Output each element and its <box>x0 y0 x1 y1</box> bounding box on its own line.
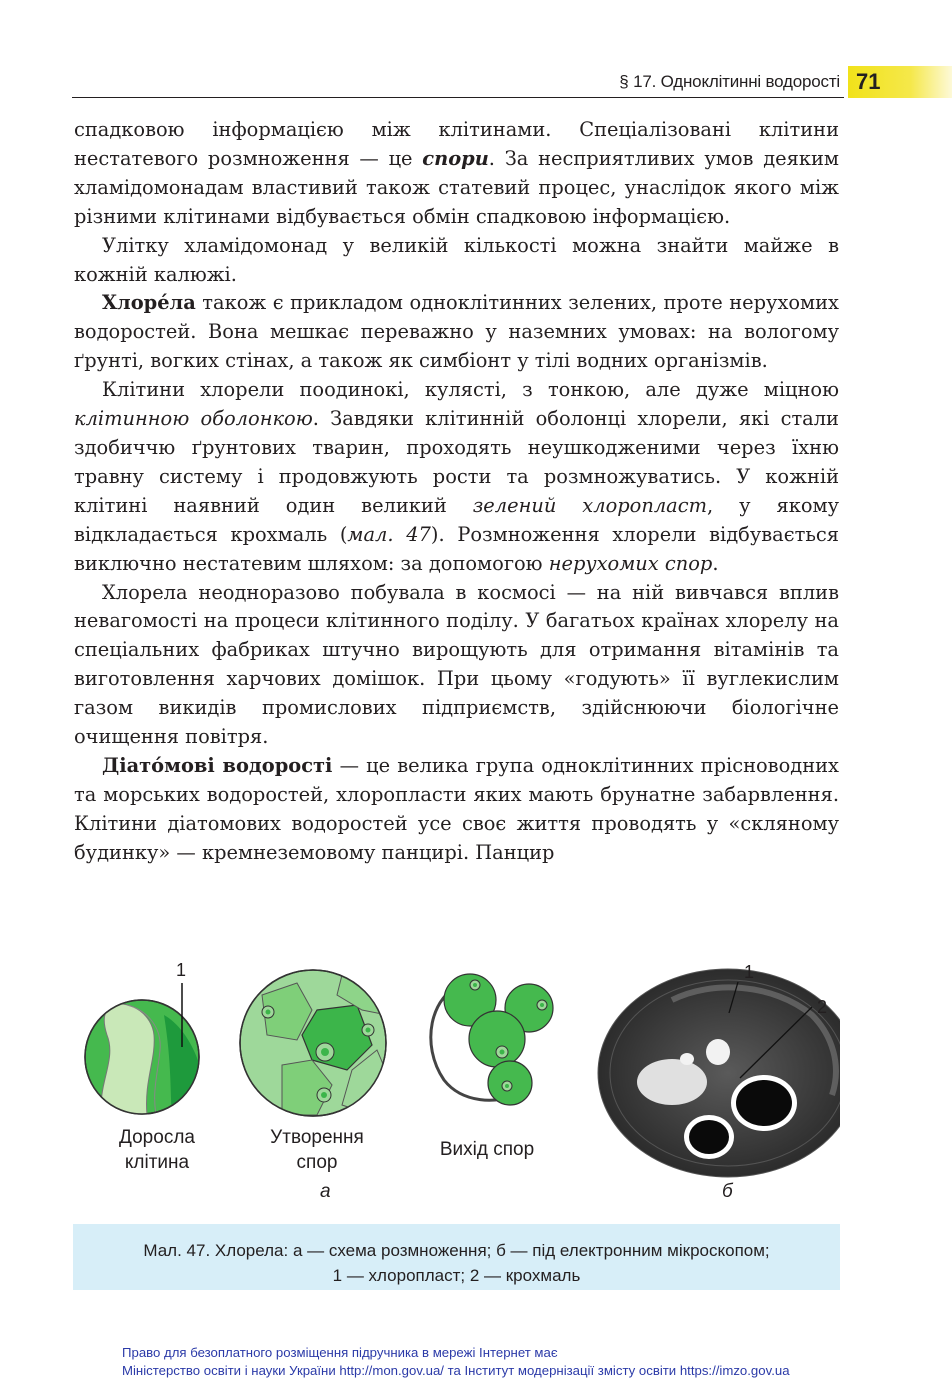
paragraph <box>74 289 839 376</box>
caption-line-2: 1 — хлоропласт; 2 — крохмаль <box>332 1266 581 1285</box>
text-run: . <box>712 551 719 575</box>
footer-line-2: Міністерство освіти і науки України http://mon.gov.ua/ та Інститут модернізації змісту освіти https://imzo.gov.ua <box>122 1363 790 1378</box>
label-letter-a: а <box>320 1181 331 1202</box>
text-run: , у якому відкладається крохмаль ( <box>74 493 839 546</box>
body-text <box>74 116 839 868</box>
label-letter-b: б <box>722 1181 733 1202</box>
figure-47 <box>72 955 840 1225</box>
text-run: спадковою інформацією між клітинами. Спеціалізовані клітини нестатевого розмноження — це <box>74 118 839 170</box>
term-bold: Хлоре́ла <box>102 291 196 315</box>
paragraph <box>74 116 839 232</box>
label-number-2: 2 <box>817 997 828 1017</box>
page-number: 71 <box>856 69 881 94</box>
label-number-1b: 1 <box>744 962 755 982</box>
label-spore-formation: Утворення спор <box>270 1127 364 1173</box>
paragraph <box>74 579 839 752</box>
label-number-1a: 1 <box>176 960 187 980</box>
term-italic: клітинною оболонкою <box>74 407 313 431</box>
term-bold: Діато́мові водорості <box>102 753 333 777</box>
paragraph <box>74 376 839 578</box>
term-italic: нерухомих спор <box>548 551 713 575</box>
text-run: також є прикладом одноклітинних зелених, проте нерухомих водоростей. Вона мешкає переважно у наземних умовах: на вологому ґрунті, вогких стінах, а також як симбіонт у тілі водних організмів. <box>74 291 839 373</box>
text-run: . Завдяки клітинній оболонці хлорели, які стали здобиччю ґрунтових тварин, проходять неушкодженими через їхню травну систему і продовжують рости та розмножуватись. У кожній клітині наявний один великий <box>74 407 839 517</box>
text-run: Хлорела неодноразово побувала в космосі — на ній вивчався вплив невагомості на процеси клітинного поділу. У багатьох країнах хлорелу на спеціальних фабриках штучно вирощують для отримання вітамінів та виготовлення харчових домішок. При цьому «годують» її вуглекислим газом викидів промислових підприємств, здійснюючи біологічне очищення повітря. <box>74 580 839 749</box>
label-spore-release: Вихід спор <box>439 1139 535 1160</box>
paragraph <box>74 232 839 290</box>
text-run: ). Розмноження хлорели відбувається виключно нестатевим шляхом: за допомогою <box>74 522 839 575</box>
spore-formation-diagram <box>240 970 392 1116</box>
text-run: . За несприятливих умов деяким хламідомонадам властивий також статевий процес, унаслідок якого між різними клітинами відбувається обмін спадковою інформацією. <box>74 146 839 228</box>
footer-line-1: Право для безоплатного розміщення підручника в мережі Інтернет має <box>122 1345 558 1360</box>
page-number-tab <box>848 66 952 98</box>
term-bold-italic: спори <box>422 146 489 170</box>
electron-micrograph <box>598 969 840 1177</box>
term-italic: зелений хлоропласт <box>472 493 707 517</box>
text-run: Клітини хлорели поодинокі, кулясті, з тонкою, але дуже міцною <box>102 378 839 402</box>
text-run: Улітку хламідомонад у великій кількості можна знайти майже в кожній калюжі. <box>74 233 839 286</box>
text-run: — це велика група одноклітинних прісноводних та морських водоростей, хлоропласти яких мають брунатне забарвлення. Клітини діатомових водоростей усе своє життя проводять у «скляному будинку» — кремнеземовому панцирі. Панцир <box>74 753 839 864</box>
header-rule <box>72 97 844 98</box>
term-italic: мал. 47 <box>347 522 431 546</box>
license-footer <box>122 1344 790 1380</box>
figure-caption <box>73 1224 840 1290</box>
spore-release-diagram <box>431 974 553 1105</box>
section-title: § 17. Одноклітинні водорості <box>619 72 840 91</box>
caption-line-1: Мал. 47. Хлорела: а — схема розмноження; б — під електронним мікроскопом; <box>143 1241 770 1260</box>
page-header <box>72 66 952 98</box>
paragraph <box>74 752 839 868</box>
adult-cell-diagram <box>85 983 202 1115</box>
label-adult-cell: Доросла клітина <box>119 1127 195 1173</box>
